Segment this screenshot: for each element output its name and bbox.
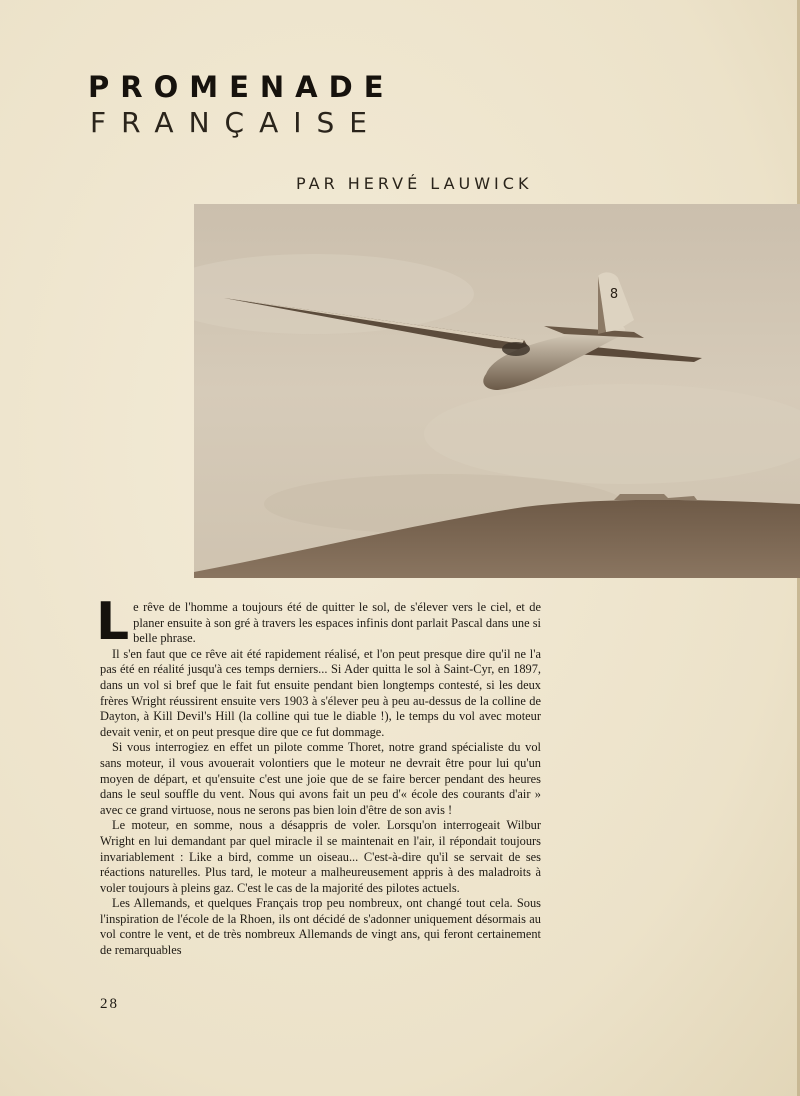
paragraph-1-text: e rêve de l'homme a toujours été de quitter le sol, de s'élever vers le ciel, et de planer ensuite à son gré à travers les espaces infinis dont parlait Pascal dans une si belle phrase. bbox=[133, 600, 541, 646]
page-number: 28 bbox=[100, 996, 119, 1012]
paragraph-4: Le moteur, en somme, nous a désappris de voler. Lorsqu'on interrogeait Wilbur Wright en lui demandant par quel miracle il se maintenait en l'air, il répondait toujours invariablement : Like a bird, comme un oiseau... C'est-à-dire qu'il se servait de ses réactions naturelles. Plus tard, le moteur a malheureusement appris à des maladroits à voler toujours à pleins gaz. C'est le cas de la majorité des pilotes actuels. bbox=[100, 818, 541, 895]
title-line-2: FRANÇAISE bbox=[90, 106, 382, 139]
drop-cap: L bbox=[96, 592, 130, 652]
paragraph-2: Il s'en faut que ce rêve ait été rapidement réalisé, et l'on peut presque dire qu'il ne l'a pas été en réalité jusqu'à ces temps derniers... Si Ader quitta le sol à Saint-Cyr, en 1897, dans un vol si bref que le fait fut ensuite pendant bien longtemps contesté, si les deux frères Wright réussirent ensuite vers 1903 à s'élever peu à peu au-dessus de la colline de Dayton, à Kill Devil's Hill (la colline qui tue le diable !), le temps du vol avec moteur devait venir, et on peut presque dire que ce fut dommage. bbox=[100, 646, 541, 739]
title-line-1: PROMENADE bbox=[88, 70, 395, 104]
article-body bbox=[96, 592, 541, 959]
tail-number: 8 bbox=[609, 287, 619, 302]
glider-photo bbox=[194, 204, 800, 578]
paragraph-3: Si vous interrogiez en effet un pilote comme Thoret, notre grand spécialiste du vol sans moteur, il vous avouerait volontiers que le moteur ne devrait être pour lui qu'un moyen de départ, et qu'ensuite c'est une joie que de se faire bercer pendant des heures dans le seul souffle du vent. Nous qui avons fait un peu d'« école des courants d'air » avec ce grand virtuose, nous ne serons pas bien loin d'être de son avis ! bbox=[100, 740, 541, 817]
paragraph-1 bbox=[96, 592, 541, 652]
byline: PAR HERVÉ LAUWICK bbox=[296, 174, 533, 193]
paragraph-5: Les Allemands, et quelques Français trop peu nombreux, ont changé tout cela. Sous l'inspiration de l'école de la Rhoen, ils ont décidé de s'adonner uniquement désormais au vol contre le vent, et de très nombreux Allemands de vingt ans, qui feront certainement de remarquables bbox=[100, 896, 541, 958]
